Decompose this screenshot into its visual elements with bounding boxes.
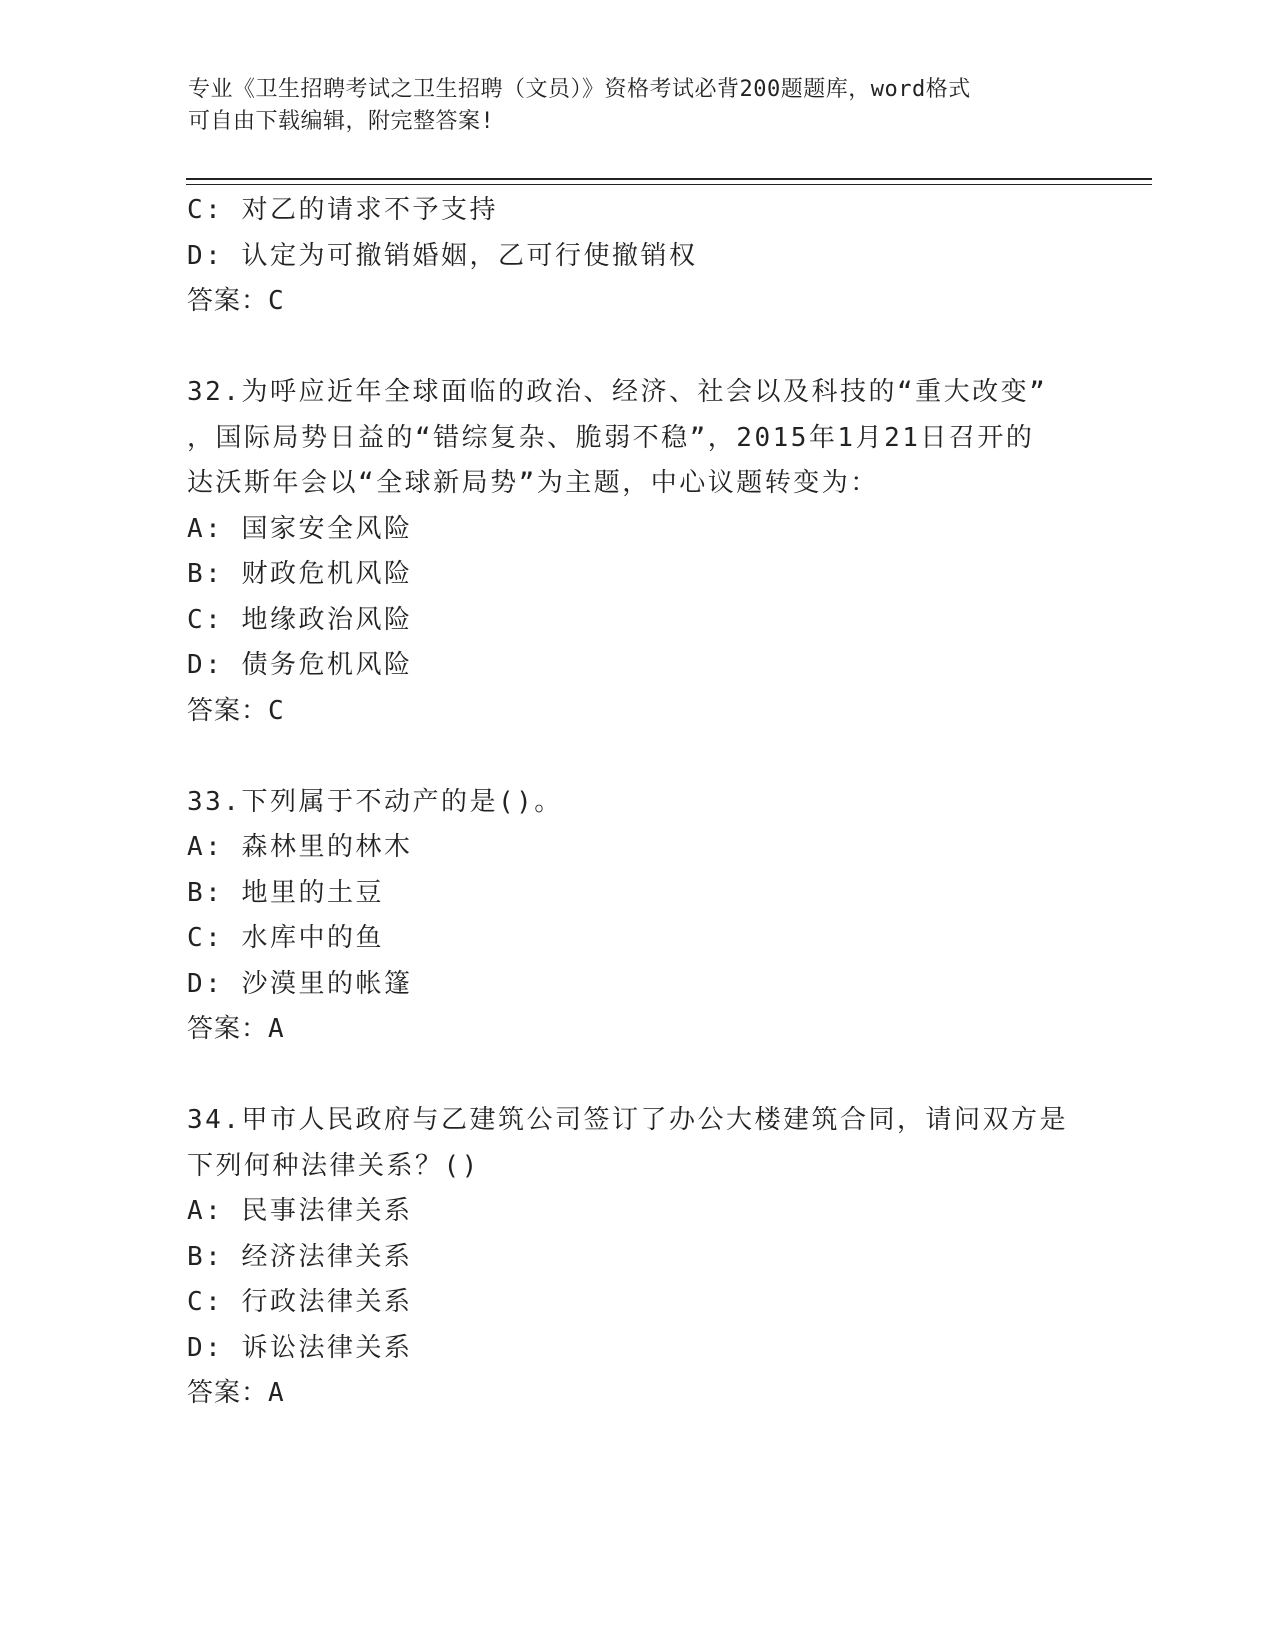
option-d: D: 诉讼法律关系 — [187, 1332, 413, 1363]
answer-line — [187, 1371, 1127, 1417]
answer-label: 答案： — [187, 695, 269, 726]
answer-line — [187, 689, 1127, 735]
option-b: B: 财政危机风险 — [187, 559, 413, 589]
option-a: A: 民事法律关系 — [187, 1196, 413, 1226]
question-stem-line: ，国际局势日益的“错综复杂、脆弱不稳”，2015年1月21日召开的 — [187, 422, 1035, 453]
option-c: C: 水库中的鱼 — [187, 923, 384, 953]
question-stem-line: 33.下列属于不动产的是()。 — [187, 786, 563, 817]
header-title-line-1: 专业《卫生招聘考试之卫生招聘（文员）》资格考试必背200题题库，word格式 — [188, 77, 971, 102]
header-title-line-2: 可自由下载编辑，附完整答案! — [188, 109, 495, 134]
answer-value: A — [268, 1378, 285, 1408]
option-a: A: 森林里的林木 — [187, 832, 413, 862]
answer-value: A — [268, 1014, 285, 1044]
option-b: B: 地里的土豆 — [187, 877, 384, 908]
answer-label: 答案： — [187, 1378, 269, 1408]
answer-line — [187, 1007, 1127, 1053]
answer-value: C — [268, 286, 285, 316]
option-d: D: 债务危机风险 — [187, 650, 413, 680]
question-stem-line: 下列何种法律关系？() — [187, 1150, 480, 1181]
option-a: A: 国家安全风险 — [187, 513, 413, 544]
option-d: D: 沙漠里的帐篷 — [187, 968, 413, 999]
option-c: C: 行政法律关系 — [187, 1287, 413, 1317]
question-33 — [187, 780, 1127, 1053]
answer-label: 答案： — [187, 1014, 269, 1044]
answer-line — [187, 279, 1127, 325]
header-divider-thick — [186, 178, 1152, 180]
option-c: C: 对乙的请求不予支持 — [187, 195, 498, 225]
header-divider-thin — [186, 184, 1152, 185]
option-c: C: 地缘政治风险 — [187, 604, 413, 635]
question-34 — [187, 1098, 1127, 1417]
document-header — [188, 74, 1068, 138]
question-32 — [187, 370, 1127, 734]
question-stem-line: 34.甲市人民政府与乙建筑公司签订了办公大楼建筑合同，请问双方是 — [187, 1105, 1068, 1135]
question-list — [187, 188, 1127, 1417]
answer-value: C — [268, 695, 285, 726]
question-31-continuation — [187, 188, 1127, 325]
question-stem-line: 达沃斯年会以“全球新局势”为主题，中心议题转变为： — [187, 468, 879, 498]
answer-label: 答案： — [187, 286, 269, 316]
option-d: D: 认定为可撤销婚姻，乙可行使撤销权 — [187, 240, 698, 271]
option-b: B: 经济法律关系 — [187, 1241, 413, 1272]
question-stem-line: 32.为呼应近年全球面临的政治、经济、社会以及科技的“重大改变” — [187, 377, 1048, 407]
